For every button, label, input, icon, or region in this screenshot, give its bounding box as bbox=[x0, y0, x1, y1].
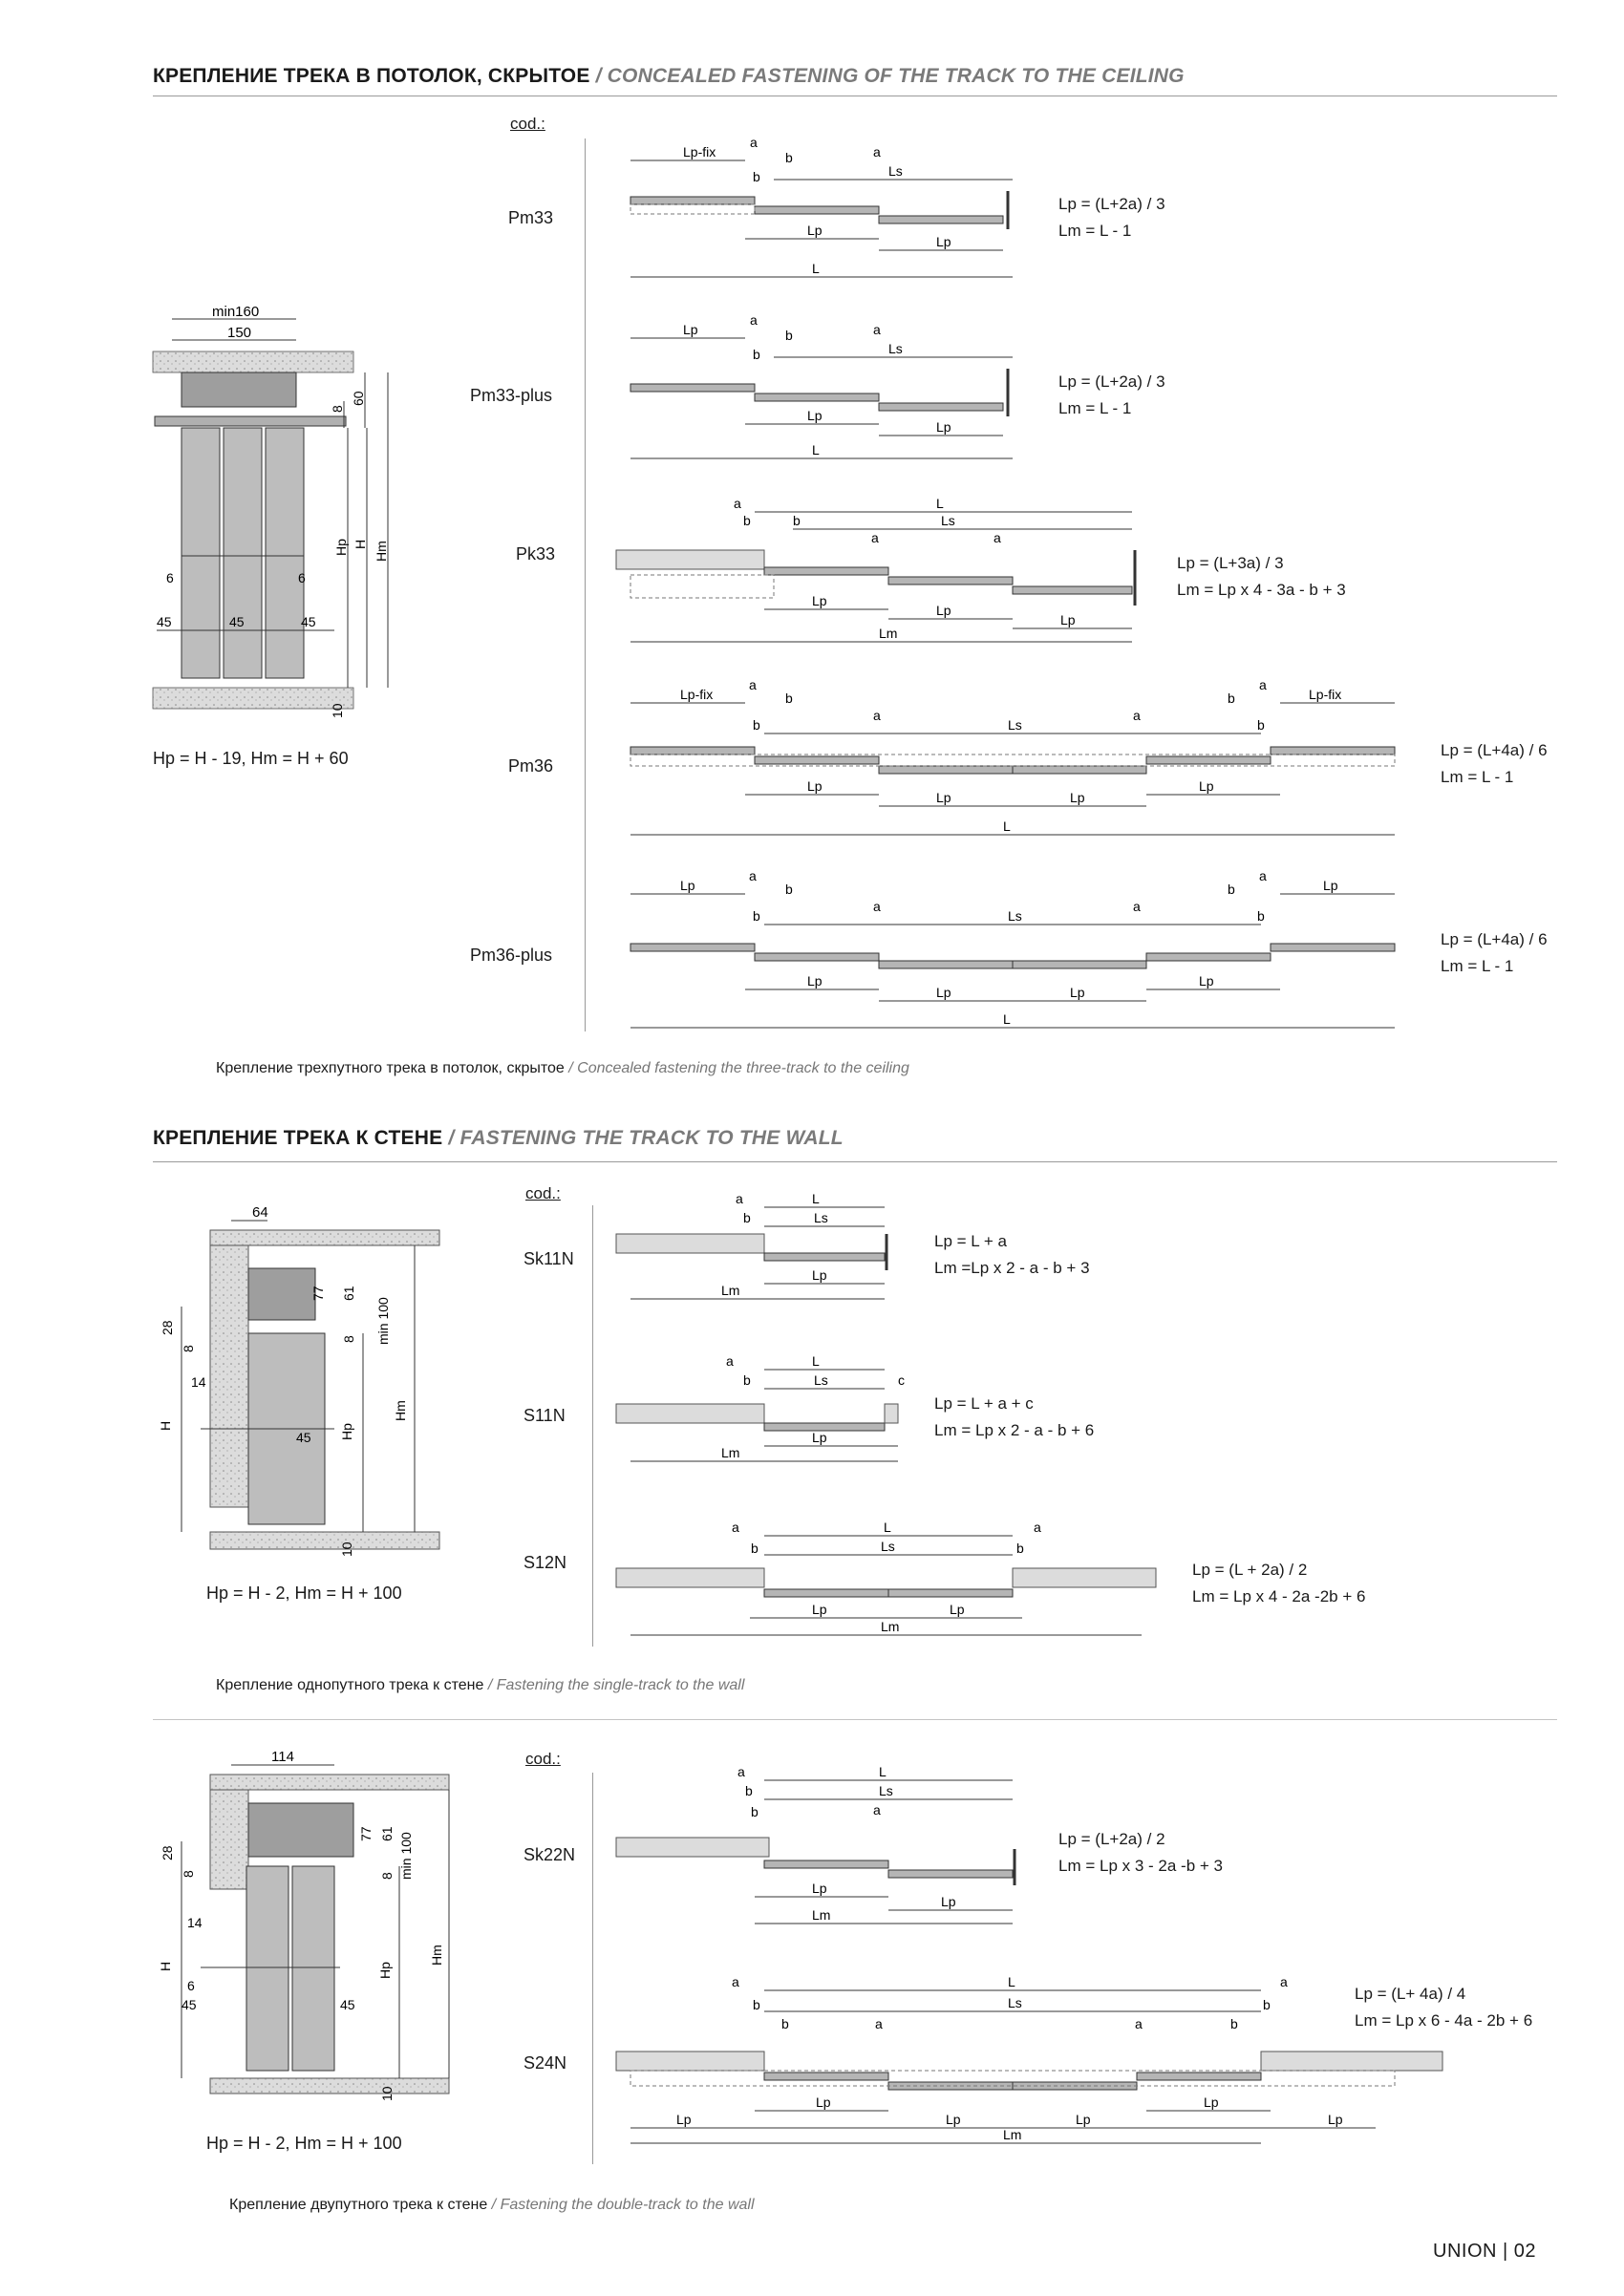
svg-text:L: L bbox=[1008, 1974, 1015, 1989]
svg-text:b: b bbox=[785, 882, 793, 897]
svg-text:45: 45 bbox=[182, 1997, 197, 2012]
ceiling-section-title bbox=[153, 65, 1185, 88]
svg-text:L: L bbox=[1003, 818, 1011, 834]
svg-text:b: b bbox=[1257, 717, 1265, 733]
title-ru: КРЕПЛЕНИЕ ТРЕКА В ПОТОЛОК, СКРЫТОЕ bbox=[153, 65, 590, 87]
svg-text:77: 77 bbox=[310, 1286, 326, 1301]
wall-double-section bbox=[153, 1746, 468, 2109]
svg-text:a: a bbox=[994, 530, 1001, 545]
svg-text:Ls: Ls bbox=[814, 1210, 828, 1225]
formula-pm33-plus: Lp = (L+2a) / 3 Lm = L - 1 bbox=[1058, 372, 1165, 417]
svg-text:Ls: Ls bbox=[888, 163, 903, 179]
dim-h: H bbox=[353, 539, 368, 549]
svg-text:a: a bbox=[873, 144, 881, 159]
svg-text:Ls: Ls bbox=[941, 513, 955, 528]
svg-text:Lm: Lm bbox=[879, 626, 898, 641]
svg-text:a: a bbox=[873, 1802, 881, 1818]
code-s12n: S12N bbox=[524, 1553, 567, 1572]
wall-double-divider bbox=[592, 1773, 593, 2164]
code-pm33-plus: Pm33-plus bbox=[470, 386, 553, 405]
svg-text:Lp: Lp bbox=[812, 1881, 827, 1896]
ceiling-caption: Крепление трехпутного трека в потолок, скрытое / Concealed fastening the three-track to the ceiling bbox=[216, 1060, 909, 1076]
svg-text:8: 8 bbox=[181, 1870, 196, 1878]
diagram-sk22n bbox=[611, 1757, 1032, 1929]
svg-text:b: b bbox=[793, 513, 801, 528]
svg-text:Lp: Lp bbox=[812, 1602, 827, 1617]
svg-text:H: H bbox=[158, 1420, 173, 1431]
ceiling-relation: Hp = H - 19, Hm = H + 60 bbox=[153, 749, 349, 768]
diagram-s24n bbox=[611, 1967, 1452, 2149]
svg-text:Lp: Lp bbox=[1199, 778, 1214, 794]
svg-text:b: b bbox=[1230, 2016, 1238, 2031]
diagram-pm33 bbox=[621, 134, 1022, 287]
svg-text:Lp: Lp bbox=[816, 2094, 831, 2110]
svg-text:45: 45 bbox=[340, 1997, 355, 2012]
formula-s11n: Lp = L + a + c Lm = Lp x 2 - a - b + 6 bbox=[934, 1394, 1095, 1439]
svg-text:b: b bbox=[751, 1541, 759, 1556]
svg-text:14: 14 bbox=[191, 1374, 206, 1390]
svg-text:a: a bbox=[1259, 868, 1267, 883]
wall-sub-rule bbox=[153, 1719, 1557, 1720]
formula-s12n: Lp = (L + 2a) / 2 Lm = Lp x 4 - 2a -2b + 6 bbox=[1192, 1561, 1366, 1605]
svg-text:a: a bbox=[871, 530, 879, 545]
diagram-pm33-plus bbox=[621, 311, 1022, 464]
svg-text:Lp-fix: Lp-fix bbox=[1309, 687, 1342, 702]
dim-hm: Hm bbox=[374, 541, 389, 562]
svg-text:Ls: Ls bbox=[888, 341, 903, 356]
svg-text:a: a bbox=[750, 312, 758, 328]
svg-text:Lp-fix: Lp-fix bbox=[680, 687, 714, 702]
svg-text:45: 45 bbox=[296, 1430, 311, 1445]
svg-text:8: 8 bbox=[181, 1345, 196, 1352]
formula-lm: Lm = L - 1 bbox=[1058, 222, 1132, 240]
svg-text:Lp: Lp bbox=[812, 593, 827, 608]
svg-text:Lp: Lp bbox=[683, 322, 698, 337]
svg-text:b: b bbox=[753, 1997, 760, 2012]
svg-text:b: b bbox=[1228, 691, 1235, 706]
ceiling-divider bbox=[585, 138, 586, 1031]
dim-6b: 6 bbox=[298, 570, 306, 585]
svg-text:a: a bbox=[749, 677, 757, 692]
svg-text:b: b bbox=[785, 328, 793, 343]
title-en: CONCEALED FASTENING OF THE TRACK TO THE CEILING bbox=[607, 65, 1185, 87]
svg-text:Hm: Hm bbox=[429, 1945, 444, 1966]
svg-text:Lp: Lp bbox=[1199, 973, 1214, 989]
svg-text:Lp: Lp bbox=[807, 778, 823, 794]
formula-pm36: Lp = (L+4a) / 6 Lm = L - 1 bbox=[1441, 741, 1548, 786]
diagram-pk33 bbox=[611, 489, 1146, 651]
code-s11n: S11N bbox=[524, 1406, 566, 1425]
svg-text:8: 8 bbox=[341, 1335, 356, 1343]
title-separator: / bbox=[595, 65, 602, 87]
svg-text:a: a bbox=[734, 496, 741, 511]
wall-title-rule bbox=[153, 1161, 1557, 1162]
svg-text:Lp: Lp bbox=[1204, 2094, 1219, 2110]
svg-text:Lp: Lp bbox=[812, 1267, 827, 1283]
dim-45b: 45 bbox=[229, 614, 245, 629]
svg-text:a: a bbox=[873, 322, 881, 337]
wall-section-title: КРЕПЛЕНИЕ ТРЕКА К СТЕНЕ / FASTENING THE TRACK TO THE WALL bbox=[153, 1127, 844, 1149]
wall-single-section bbox=[153, 1201, 459, 1564]
svg-text:61: 61 bbox=[341, 1286, 356, 1301]
formula-pm33 bbox=[1058, 191, 1165, 244]
wall-single-relation: Hp = H - 2, Hm = H + 100 bbox=[206, 1584, 402, 1603]
svg-text:b: b bbox=[1228, 882, 1235, 897]
code-pk33: Pk33 bbox=[516, 544, 556, 563]
svg-text:Hp: Hp bbox=[339, 1423, 354, 1440]
ceiling-section-drawing bbox=[143, 306, 430, 726]
svg-text:10: 10 bbox=[379, 2086, 395, 2101]
svg-text:10: 10 bbox=[339, 1541, 354, 1557]
svg-text:Ls: Ls bbox=[1008, 908, 1022, 924]
dim-150: 150 bbox=[227, 325, 252, 341]
svg-text:Lp: Lp bbox=[946, 2112, 961, 2127]
svg-text:L: L bbox=[936, 496, 944, 511]
svg-text:Lm: Lm bbox=[721, 1445, 740, 1460]
svg-text:Lp: Lp bbox=[936, 419, 951, 435]
svg-text:a: a bbox=[1133, 899, 1141, 914]
svg-text:Lp: Lp bbox=[807, 223, 823, 238]
svg-text:28: 28 bbox=[160, 1320, 175, 1335]
svg-text:64: 64 bbox=[252, 1204, 268, 1221]
svg-text:28: 28 bbox=[160, 1845, 175, 1860]
svg-text:min 100: min 100 bbox=[375, 1297, 391, 1345]
svg-text:Lp: Lp bbox=[1070, 985, 1085, 1000]
svg-text:Lp: Lp bbox=[1076, 2112, 1091, 2127]
svg-text:L: L bbox=[879, 1764, 887, 1779]
svg-text:L: L bbox=[1003, 1011, 1011, 1027]
svg-text:Lm: Lm bbox=[721, 1283, 740, 1298]
svg-text:Lp: Lp bbox=[812, 1430, 827, 1445]
svg-text:b: b bbox=[785, 691, 793, 706]
wall-double-caption: Крепление двупутного трека к стене / Fastening the double-track to the wall bbox=[229, 2197, 755, 2213]
svg-text:Lp: Lp bbox=[936, 985, 951, 1000]
dim-hp: Hp bbox=[333, 539, 349, 556]
dim-8: 8 bbox=[330, 405, 345, 413]
svg-text:Lp: Lp bbox=[936, 790, 951, 805]
svg-text:Lp: Lp bbox=[1060, 612, 1076, 627]
svg-text:Lp: Lp bbox=[950, 1602, 965, 1617]
svg-text:114: 114 bbox=[271, 1749, 294, 1765]
svg-text:b: b bbox=[781, 2016, 789, 2031]
svg-text:Hm: Hm bbox=[393, 1400, 408, 1421]
svg-text:Lp: Lp bbox=[807, 408, 823, 423]
dim-6a: 6 bbox=[166, 570, 174, 585]
diagram-s11n bbox=[611, 1347, 917, 1471]
svg-text:b: b bbox=[1257, 908, 1265, 924]
svg-text:b: b bbox=[753, 347, 760, 362]
wall-single-divider bbox=[592, 1205, 593, 1647]
svg-text:L: L bbox=[812, 261, 820, 276]
wall-double-relation: Hp = H - 2, Hm = H + 100 bbox=[206, 2134, 402, 2153]
page-footer: UNION | 02 bbox=[1433, 2241, 1536, 2262]
svg-text:Lp: Lp bbox=[936, 234, 951, 249]
dim-45a: 45 bbox=[157, 614, 172, 629]
lbl-lpfix: Lp-fix bbox=[683, 144, 716, 159]
svg-text:a: a bbox=[1034, 1520, 1041, 1535]
svg-text:Ls: Ls bbox=[1008, 717, 1022, 733]
wall-single-cod: cod.: bbox=[525, 1184, 561, 1202]
svg-text:b: b bbox=[785, 150, 793, 165]
svg-text:8: 8 bbox=[379, 1872, 395, 1880]
svg-text:b: b bbox=[753, 908, 760, 924]
svg-text:Lm: Lm bbox=[812, 1907, 831, 1923]
diagram-s12n bbox=[611, 1513, 1165, 1647]
code-pm33: Pm33 bbox=[508, 208, 554, 227]
svg-text:6: 6 bbox=[187, 1978, 195, 1993]
svg-text:Lm: Lm bbox=[881, 1619, 900, 1634]
svg-text:14: 14 bbox=[187, 1915, 203, 1930]
svg-text:b: b bbox=[1263, 1997, 1271, 2012]
svg-text:a: a bbox=[1135, 2016, 1143, 2031]
code-sk11n: Sk11N bbox=[524, 1249, 574, 1268]
lbl-c: c bbox=[898, 1372, 905, 1388]
svg-text:min 100: min 100 bbox=[398, 1832, 414, 1880]
svg-text:L: L bbox=[812, 1191, 820, 1206]
svg-text:Lp: Lp bbox=[676, 2112, 692, 2127]
code-pm36: Pm36 bbox=[508, 756, 554, 776]
svg-text:a: a bbox=[732, 1520, 739, 1535]
svg-text:Lp: Lp bbox=[936, 603, 951, 618]
svg-text:a: a bbox=[736, 1191, 743, 1206]
dim-45c: 45 bbox=[301, 614, 316, 629]
svg-text:H: H bbox=[158, 1961, 173, 1971]
code-sk22n: Sk22N bbox=[524, 1845, 576, 1864]
formula-sk22n: Lp = (L+2a) / 2 Lm = Lp x 3 - 2a -b + 3 bbox=[1058, 1830, 1223, 1875]
svg-text:a: a bbox=[1133, 708, 1141, 723]
code-s24n: S24N bbox=[524, 2053, 567, 2073]
dim-60: 60 bbox=[351, 391, 366, 406]
svg-text:Lm: Lm bbox=[1003, 2127, 1022, 2142]
svg-text:Ls: Ls bbox=[814, 1372, 828, 1388]
svg-text:Ls: Ls bbox=[879, 1783, 893, 1798]
svg-text:a: a bbox=[732, 1974, 739, 1989]
formula-s24n: Lp = (L+ 4a) / 4 Lm = Lp x 6 - 4a - 2b + 6 bbox=[1355, 1985, 1533, 2030]
wall-double-cod: cod.: bbox=[525, 1750, 561, 1768]
svg-text:a: a bbox=[873, 899, 881, 914]
svg-text:Lp: Lp bbox=[1323, 878, 1338, 893]
svg-text:Ls: Ls bbox=[1008, 1995, 1022, 2010]
svg-text:b: b bbox=[751, 1804, 759, 1819]
formula-lp: Lp = (L+2a) / 3 bbox=[1058, 195, 1165, 213]
svg-text:b: b bbox=[1016, 1541, 1024, 1556]
formula-sk11n: Lp = L + a Lm =Lp x 2 - a - b + 3 bbox=[934, 1232, 1090, 1277]
diagram-pm36-plus bbox=[621, 865, 1404, 1037]
svg-text:b: b bbox=[743, 1210, 751, 1225]
svg-text:b: b bbox=[743, 1372, 751, 1388]
svg-text:Lp: Lp bbox=[807, 973, 823, 989]
svg-text:Lp: Lp bbox=[1328, 2112, 1343, 2127]
svg-text:a: a bbox=[1280, 1974, 1288, 1989]
wall-single-caption: Крепление однопутного трека к стене / Fastening the single-track to the wall bbox=[216, 1677, 745, 1693]
svg-text:L: L bbox=[812, 1353, 820, 1369]
svg-text:b: b bbox=[745, 1783, 753, 1798]
svg-text:77: 77 bbox=[358, 1826, 374, 1841]
dim-10: 10 bbox=[330, 703, 345, 718]
svg-text:61: 61 bbox=[379, 1826, 395, 1841]
svg-text:a: a bbox=[1259, 677, 1267, 692]
svg-text:a: a bbox=[750, 135, 758, 150]
svg-text:a: a bbox=[875, 2016, 883, 2031]
svg-text:a: a bbox=[749, 868, 757, 883]
formula-pk33: Lp = (L+3a) / 3 Lm = Lp x 4 - 3a - b + 3 bbox=[1177, 554, 1346, 599]
svg-text:L: L bbox=[812, 442, 820, 457]
svg-text:a: a bbox=[737, 1764, 745, 1779]
svg-text:b: b bbox=[743, 513, 751, 528]
svg-text:b: b bbox=[753, 717, 760, 733]
ceiling-cod-label: cod.: bbox=[510, 115, 545, 133]
dim-min160: min160 bbox=[212, 306, 260, 320]
diagram-pm36 bbox=[621, 674, 1404, 846]
svg-text:a: a bbox=[726, 1353, 734, 1369]
code-pm36-plus: Pm36-plus bbox=[470, 946, 553, 965]
formula-pm36-plus: Lp = (L+4a) / 6 Lm = L - 1 bbox=[1441, 930, 1548, 975]
svg-text:b: b bbox=[753, 169, 760, 184]
svg-text:L: L bbox=[884, 1520, 891, 1535]
svg-text:Lp: Lp bbox=[1070, 790, 1085, 805]
svg-text:Ls: Ls bbox=[881, 1539, 895, 1554]
diagram-sk11n bbox=[611, 1184, 898, 1308]
svg-text:Lp: Lp bbox=[680, 878, 695, 893]
svg-text:Hp: Hp bbox=[377, 1962, 393, 1979]
svg-text:Lp: Lp bbox=[941, 1894, 956, 1909]
svg-text:a: a bbox=[873, 708, 881, 723]
